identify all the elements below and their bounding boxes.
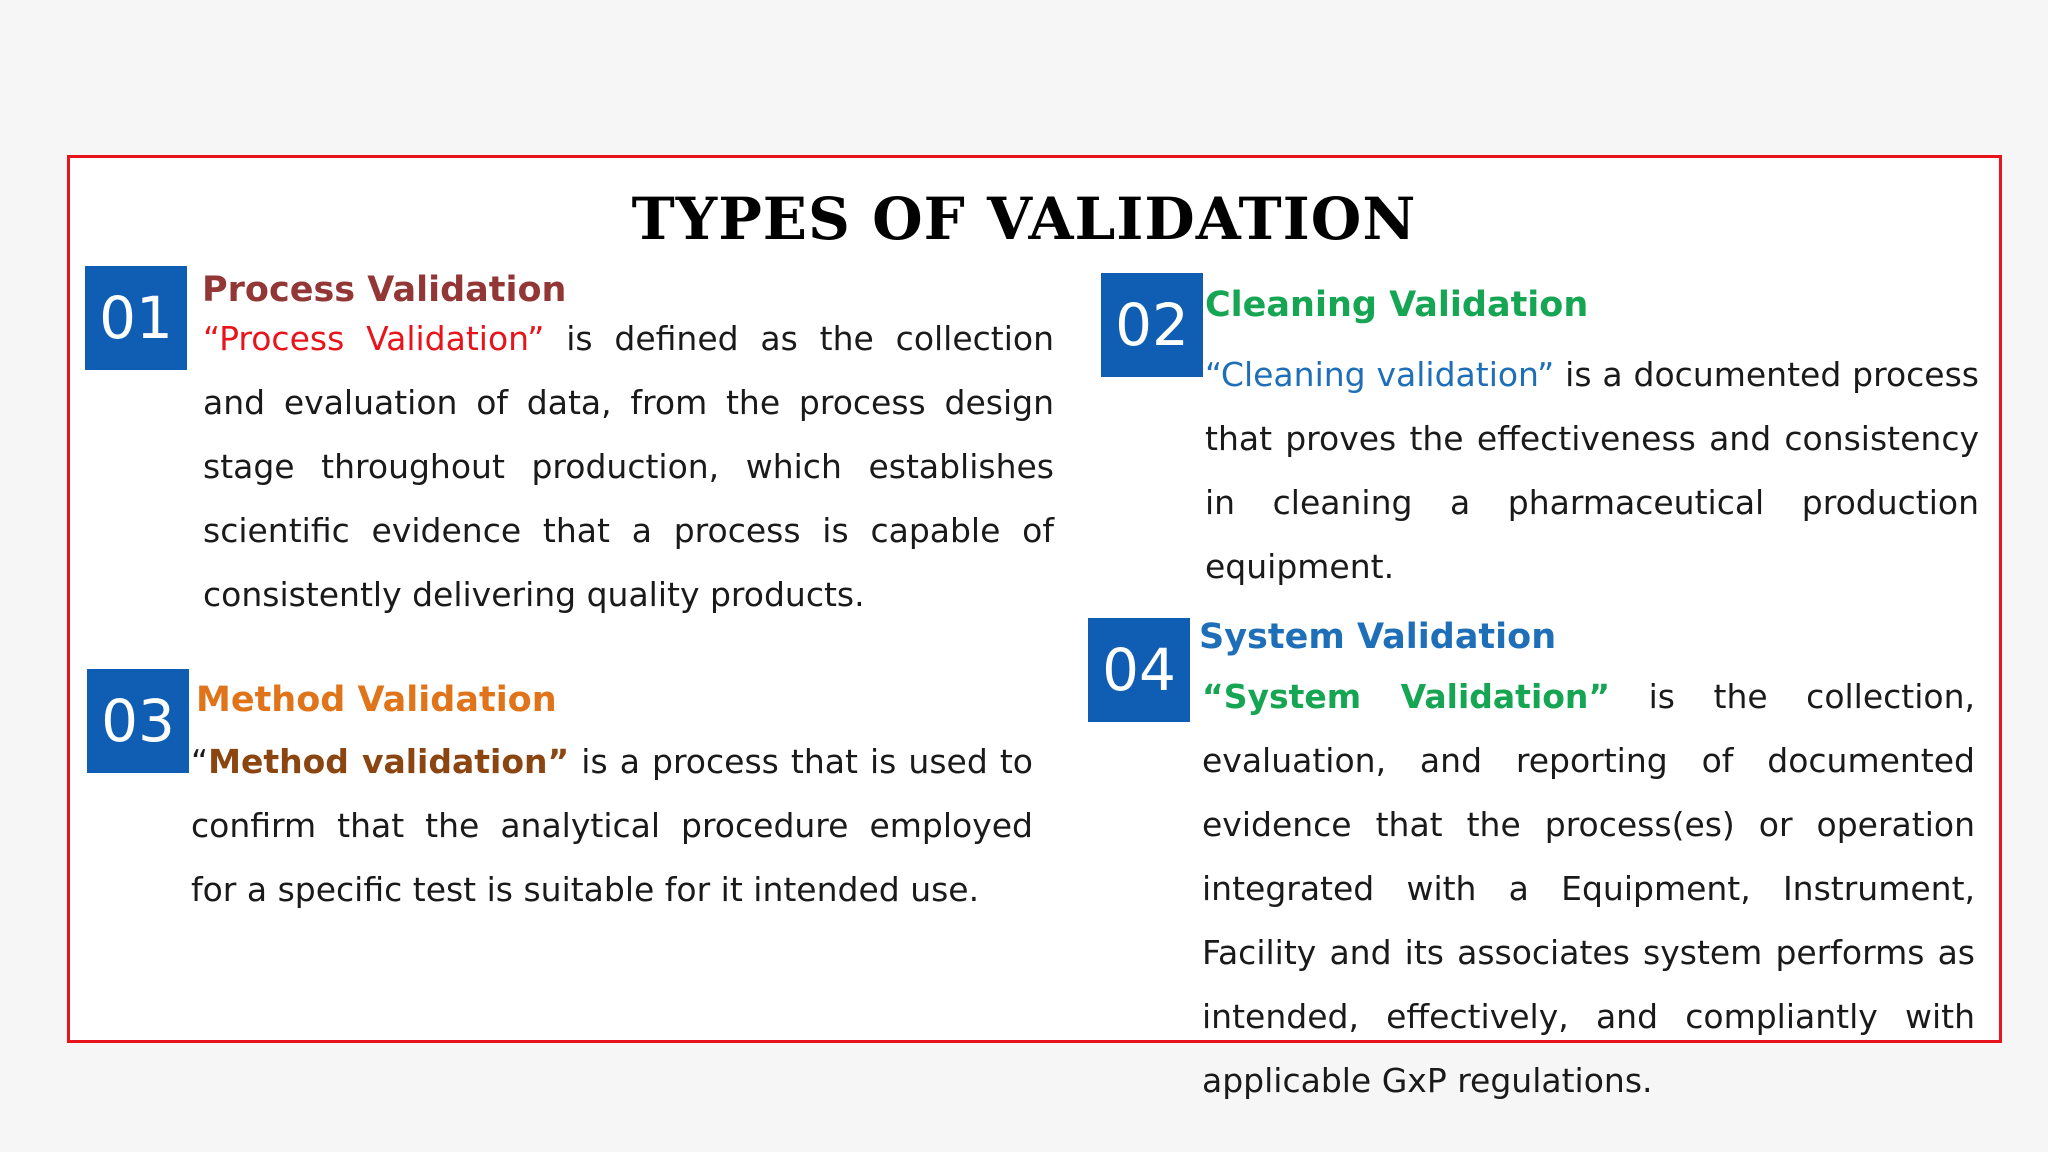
heading-method-validation: Method Validation: [196, 680, 557, 720]
text-system-validation: [1202, 665, 1975, 1113]
body-cleaning-validation: is a documented process that proves the effectiveness and consistency in cleaning a pharmaceutical production equipment.: [1205, 355, 1979, 586]
body-system-validation: is the collection, evaluation, and reporting of documented evidence that the process(es) or operation integrated with a Equipment, Instrument, Facility and its associates system performs as intended, effectively, and compliantly with applicable GxP regulations.: [1202, 677, 1975, 1100]
quote-process-validation: “Process Validation”: [203, 319, 545, 358]
body-process-validation: is defined as the collection and evaluation of data, from the process design stage throughout production, which establishes scientific evidence that a process is capable of consistently delivering quality products.: [203, 319, 1055, 614]
number-badge-02: 02: [1101, 273, 1203, 377]
quote-system-validation: “System Validation”: [1202, 677, 1611, 716]
open-quote-method-validation: “: [191, 742, 209, 781]
heading-cleaning-validation: Cleaning Validation: [1205, 285, 1589, 325]
text-method-validation: [191, 730, 1033, 922]
number-badge-04: 04: [1088, 618, 1190, 722]
heading-system-validation: System Validation: [1199, 617, 1557, 657]
number-badge-01: 01: [85, 266, 187, 370]
number-badge-03: 03: [87, 669, 189, 773]
quote-method-validation: Method validation”: [208, 742, 570, 781]
text-process-validation: [203, 307, 1054, 627]
heading-process-validation: Process Validation: [202, 270, 567, 310]
slide-title: TYPES OF VALIDATION: [631, 185, 1417, 253]
text-cleaning-validation: [1205, 343, 1979, 599]
quote-cleaning-validation: “Cleaning validation”: [1205, 355, 1555, 394]
body-method-validation: is a process that is used to confirm that the analytical procedure employed for a specific test is suitable for it intended use.: [191, 742, 1033, 909]
